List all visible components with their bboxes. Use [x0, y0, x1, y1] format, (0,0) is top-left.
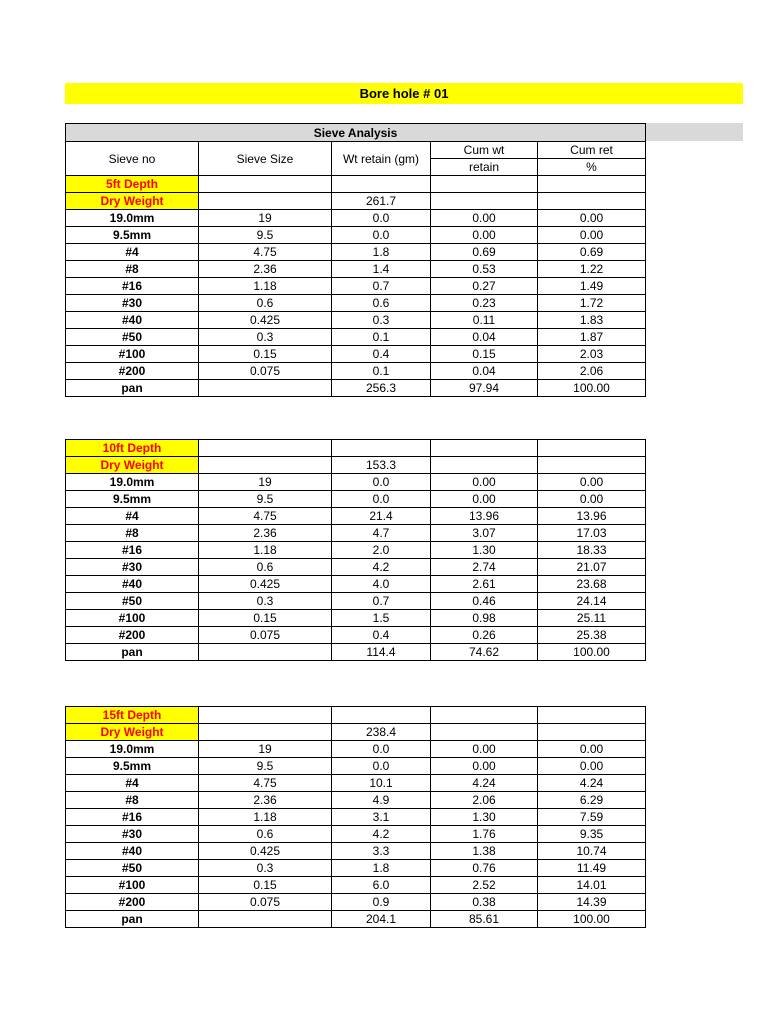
cum-ret-percent-cell: 25.11 — [538, 610, 646, 627]
table-row — [66, 380, 646, 397]
wt-retain-cell: 4.2 — [332, 826, 431, 843]
cum-wt-retain-cell: 0.53 — [431, 261, 538, 278]
sieve-no-cell: #4 — [66, 508, 199, 525]
empty-cell — [538, 440, 646, 457]
wt-retain-cell: 0.3 — [332, 312, 431, 329]
depth-row — [66, 707, 646, 724]
table-row — [66, 627, 646, 644]
empty-cell — [431, 440, 538, 457]
depth-label: 10ft Depth — [66, 440, 199, 457]
wt-retain-cell: 0.0 — [332, 210, 431, 227]
wt-retain-cell: 0.9 — [332, 894, 431, 911]
sieve-size-cell: 19 — [199, 741, 332, 758]
sieve-size-cell: 9.5 — [199, 758, 332, 775]
empty-cell — [199, 457, 332, 474]
table-row — [66, 775, 646, 792]
sieve-no-cell: #4 — [66, 244, 199, 261]
wt-retain-cell: 0.4 — [332, 627, 431, 644]
empty-cell — [431, 457, 538, 474]
sieve-no-cell: #50 — [66, 860, 199, 877]
table-row — [66, 610, 646, 627]
wt-retain-cell: 0.1 — [332, 329, 431, 346]
page-title: Bore hole # 01 — [65, 83, 743, 104]
cum-ret-percent-cell: 18.33 — [538, 542, 646, 559]
sieve-size-cell: 2.36 — [199, 792, 332, 809]
dry-weight-label: Dry Weight — [66, 193, 199, 210]
cum-wt-retain-cell: 4.24 — [431, 775, 538, 792]
sieve-size-cell: 9.5 — [199, 491, 332, 508]
sieve-size-cell: 1.18 — [199, 809, 332, 826]
cum-wt-retain-cell: 0.11 — [431, 312, 538, 329]
sieve-no-cell: #200 — [66, 627, 199, 644]
cum-wt-retain-cell: 2.52 — [431, 877, 538, 894]
wt-retain-cell: 3.3 — [332, 843, 431, 860]
empty-cell — [199, 707, 332, 724]
sieve-size-cell: 0.15 — [199, 877, 332, 894]
empty-cell — [431, 707, 538, 724]
cum-ret-percent-cell: 9.35 — [538, 826, 646, 843]
cum-wt-retain-cell: 13.96 — [431, 508, 538, 525]
table-row — [66, 474, 646, 491]
dry-weight-row — [66, 457, 646, 474]
cum-wt-retain-cell: 97.94 — [431, 380, 538, 397]
sieve-no-cell: #100 — [66, 610, 199, 627]
sieve-size-cell: 0.6 — [199, 559, 332, 576]
cum-ret-percent-cell: 1.83 — [538, 312, 646, 329]
sieve-no-cell: #50 — [66, 329, 199, 346]
depth-row — [66, 440, 646, 457]
sieve-size-cell — [199, 644, 332, 661]
sieve-table-5ft — [65, 123, 646, 397]
empty-cell — [538, 193, 646, 210]
depth-row — [66, 176, 646, 193]
empty-cell — [538, 176, 646, 193]
empty-cell — [431, 724, 538, 741]
cum-wt-retain-cell: 0.15 — [431, 346, 538, 363]
wt-retain-cell: 4.9 — [332, 792, 431, 809]
empty-cell — [332, 440, 431, 457]
sieve-no-cell: #200 — [66, 363, 199, 380]
table-row — [66, 210, 646, 227]
sieve-size-cell: 19 — [199, 474, 332, 491]
sieve-no-cell: #16 — [66, 278, 199, 295]
cum-wt-retain-cell: 0.98 — [431, 610, 538, 627]
cum-wt-retain-cell: 0.23 — [431, 295, 538, 312]
cum-ret-percent-cell: 0.00 — [538, 758, 646, 775]
sieve-no-cell: #100 — [66, 346, 199, 363]
table-row — [66, 295, 646, 312]
depth-label: 5ft Depth — [66, 176, 199, 193]
cum-ret-percent-cell: 1.49 — [538, 278, 646, 295]
sieve-no-cell: #16 — [66, 809, 199, 826]
dry-weight-value: 238.4 — [332, 724, 431, 741]
cum-wt-retain-cell: 2.74 — [431, 559, 538, 576]
cum-ret-percent-cell: 1.72 — [538, 295, 646, 312]
sieve-no-cell: #30 — [66, 295, 199, 312]
header-cum-wt: Cum wt — [431, 142, 538, 159]
empty-cell — [431, 193, 538, 210]
wt-retain-cell: 0.7 — [332, 593, 431, 610]
wt-retain-cell: 1.5 — [332, 610, 431, 627]
table-row — [66, 329, 646, 346]
table-row — [66, 559, 646, 576]
depth-label: 15ft Depth — [66, 707, 199, 724]
cum-wt-retain-cell: 0.27 — [431, 278, 538, 295]
cum-wt-retain-cell: 3.07 — [431, 525, 538, 542]
table-row — [66, 278, 646, 295]
header-cum-wt-retain: retain — [431, 159, 538, 176]
sieve-no-cell: 9.5mm — [66, 227, 199, 244]
cum-ret-percent-cell: 0.00 — [538, 474, 646, 491]
table-row — [66, 792, 646, 809]
cum-wt-retain-cell: 1.30 — [431, 809, 538, 826]
wt-retain-cell: 0.0 — [332, 474, 431, 491]
sieve-no-cell: #30 — [66, 559, 199, 576]
wt-retain-cell: 0.7 — [332, 278, 431, 295]
table-row — [66, 843, 646, 860]
sieve-size-cell: 0.075 — [199, 894, 332, 911]
sieve-size-cell: 0.3 — [199, 593, 332, 610]
wt-retain-cell: 6.0 — [332, 877, 431, 894]
cum-wt-retain-cell: 2.06 — [431, 792, 538, 809]
table-row — [66, 860, 646, 877]
dry-weight-value: 261.7 — [332, 193, 431, 210]
wt-retain-cell: 256.3 — [332, 380, 431, 397]
sieve-table-10ft — [65, 439, 646, 661]
cum-wt-retain-cell: 0.00 — [431, 474, 538, 491]
sieve-size-cell: 0.15 — [199, 610, 332, 627]
cum-wt-retain-cell: 0.38 — [431, 894, 538, 911]
cum-ret-percent-cell: 6.29 — [538, 792, 646, 809]
cum-wt-retain-cell: 1.38 — [431, 843, 538, 860]
cum-ret-percent-cell: 11.49 — [538, 860, 646, 877]
sieve-no-cell: pan — [66, 380, 199, 397]
table-row — [66, 227, 646, 244]
empty-cell — [199, 724, 332, 741]
cum-ret-percent-cell: 2.03 — [538, 346, 646, 363]
wt-retain-cell: 3.1 — [332, 809, 431, 826]
sieve-size-cell: 0.425 — [199, 843, 332, 860]
cum-ret-percent-cell: 14.39 — [538, 894, 646, 911]
sieve-size-cell: 1.18 — [199, 542, 332, 559]
sieve-size-cell: 0.3 — [199, 329, 332, 346]
sieve-size-cell: 4.75 — [199, 244, 332, 261]
sieve-size-cell: 0.075 — [199, 363, 332, 380]
table-row — [66, 542, 646, 559]
sieve-size-cell — [199, 911, 332, 928]
cum-ret-percent-cell: 17.03 — [538, 525, 646, 542]
empty-cell — [538, 707, 646, 724]
sieve-no-cell: #100 — [66, 877, 199, 894]
wt-retain-cell: 1.8 — [332, 860, 431, 877]
cum-ret-percent-cell: 0.00 — [538, 210, 646, 227]
wt-retain-cell: 0.0 — [332, 741, 431, 758]
sieve-size-cell: 9.5 — [199, 227, 332, 244]
table-row — [66, 508, 646, 525]
empty-cell — [199, 176, 332, 193]
cum-ret-percent-cell: 0.00 — [538, 741, 646, 758]
cum-wt-retain-cell: 0.00 — [431, 758, 538, 775]
cum-ret-percent-cell: 0.00 — [538, 491, 646, 508]
cum-ret-percent-cell: 0.00 — [538, 227, 646, 244]
sieve-table-15ft — [65, 706, 646, 928]
wt-retain-cell: 21.4 — [332, 508, 431, 525]
empty-cell — [431, 176, 538, 193]
table-row — [66, 261, 646, 278]
sieve-size-cell: 0.425 — [199, 576, 332, 593]
cum-wt-retain-cell: 0.04 — [431, 329, 538, 346]
wt-retain-cell: 0.0 — [332, 491, 431, 508]
wt-retain-cell: 1.8 — [332, 244, 431, 261]
header-sieve-size: Sieve Size — [199, 142, 332, 176]
wt-retain-cell: 0.0 — [332, 227, 431, 244]
wt-retain-cell: 204.1 — [332, 911, 431, 928]
sieve-no-cell: #8 — [66, 792, 199, 809]
dry-weight-label: Dry Weight — [66, 724, 199, 741]
cum-wt-retain-cell: 0.76 — [431, 860, 538, 877]
table-row — [66, 576, 646, 593]
empty-cell — [538, 724, 646, 741]
table-row — [66, 644, 646, 661]
sieve-no-cell: 19.0mm — [66, 741, 199, 758]
cum-ret-percent-cell: 100.00 — [538, 644, 646, 661]
sieve-no-cell: #4 — [66, 775, 199, 792]
table-row — [66, 809, 646, 826]
cum-ret-percent-cell: 25.38 — [538, 627, 646, 644]
wt-retain-cell: 0.1 — [332, 363, 431, 380]
cum-wt-retain-cell: 85.61 — [431, 911, 538, 928]
header-sieve-no: Sieve no — [66, 142, 199, 176]
wt-retain-cell: 10.1 — [332, 775, 431, 792]
sieve-size-cell: 2.36 — [199, 525, 332, 542]
empty-cell — [199, 193, 332, 210]
sieve-size-cell: 19 — [199, 210, 332, 227]
sieve-size-cell — [199, 380, 332, 397]
wt-retain-cell: 2.0 — [332, 542, 431, 559]
table-row — [66, 363, 646, 380]
sieve-no-cell: #8 — [66, 261, 199, 278]
cum-wt-retain-cell: 0.26 — [431, 627, 538, 644]
empty-cell — [199, 440, 332, 457]
dry-weight-row — [66, 193, 646, 210]
sieve-no-cell: #200 — [66, 894, 199, 911]
cum-ret-percent-cell: 13.96 — [538, 508, 646, 525]
table-row — [66, 826, 646, 843]
cum-wt-retain-cell: 0.00 — [431, 741, 538, 758]
cum-wt-retain-cell: 74.62 — [431, 644, 538, 661]
table-row — [66, 346, 646, 363]
table-row — [66, 758, 646, 775]
cum-wt-retain-cell: 1.30 — [431, 542, 538, 559]
sieve-size-cell: 0.3 — [199, 860, 332, 877]
cum-wt-retain-cell: 0.00 — [431, 210, 538, 227]
sieve-size-cell: 0.425 — [199, 312, 332, 329]
cum-ret-percent-cell: 23.68 — [538, 576, 646, 593]
cum-ret-percent-cell: 14.01 — [538, 877, 646, 894]
empty-cell — [332, 707, 431, 724]
sieve-size-cell: 0.15 — [199, 346, 332, 363]
cum-wt-retain-cell: 2.61 — [431, 576, 538, 593]
cum-ret-percent-cell: 24.14 — [538, 593, 646, 610]
empty-cell — [332, 176, 431, 193]
dry-weight-row — [66, 724, 646, 741]
table-row — [66, 244, 646, 261]
sieve-size-cell: 4.75 — [199, 508, 332, 525]
dry-weight-value: 153.3 — [332, 457, 431, 474]
table-row — [66, 525, 646, 542]
wt-retain-cell: 1.4 — [332, 261, 431, 278]
sieve-size-cell: 0.6 — [199, 826, 332, 843]
wt-retain-cell: 4.2 — [332, 559, 431, 576]
sieve-no-cell: #16 — [66, 542, 199, 559]
table-row — [66, 491, 646, 508]
wt-retain-cell: 114.4 — [332, 644, 431, 661]
wt-retain-cell: 4.7 — [332, 525, 431, 542]
table-row — [66, 894, 646, 911]
wt-retain-cell: 0.0 — [332, 758, 431, 775]
cum-wt-retain-cell: 0.04 — [431, 363, 538, 380]
cum-ret-percent-cell: 100.00 — [538, 380, 646, 397]
header-cum-ret: Cum ret — [538, 142, 646, 159]
empty-cell — [538, 457, 646, 474]
sieve-no-cell: #8 — [66, 525, 199, 542]
cum-ret-percent-cell: 10.74 — [538, 843, 646, 860]
sieve-no-cell: 19.0mm — [66, 210, 199, 227]
sieve-no-cell: 9.5mm — [66, 491, 199, 508]
cum-ret-percent-cell: 2.06 — [538, 363, 646, 380]
table-row — [66, 593, 646, 610]
wt-retain-cell: 4.0 — [332, 576, 431, 593]
sieve-no-cell: pan — [66, 911, 199, 928]
table-row — [66, 911, 646, 928]
cum-wt-retain-cell: 0.46 — [431, 593, 538, 610]
sieve-no-cell: pan — [66, 644, 199, 661]
sieve-no-cell: #50 — [66, 593, 199, 610]
cum-ret-percent-cell: 7.59 — [538, 809, 646, 826]
cum-ret-percent-cell: 21.07 — [538, 559, 646, 576]
sieve-size-cell: 1.18 — [199, 278, 332, 295]
sieve-no-cell: #30 — [66, 826, 199, 843]
analysis-title: Sieve Analysis — [66, 124, 646, 142]
sieve-size-cell: 4.75 — [199, 775, 332, 792]
sieve-no-cell: #40 — [66, 576, 199, 593]
cum-ret-percent-cell: 1.87 — [538, 329, 646, 346]
sieve-no-cell: #40 — [66, 312, 199, 329]
sieve-no-cell: #40 — [66, 843, 199, 860]
header-cum-ret-percent: % — [538, 159, 646, 176]
sieve-no-cell: 19.0mm — [66, 474, 199, 491]
cum-wt-retain-cell: 0.00 — [431, 491, 538, 508]
sieve-size-cell: 2.36 — [199, 261, 332, 278]
cum-wt-retain-cell: 1.76 — [431, 826, 538, 843]
cum-ret-percent-cell: 4.24 — [538, 775, 646, 792]
sieve-size-cell: 0.075 — [199, 627, 332, 644]
table-row — [66, 741, 646, 758]
sieve-size-cell: 0.6 — [199, 295, 332, 312]
cum-ret-percent-cell: 1.22 — [538, 261, 646, 278]
header-wt-retain: Wt retain (gm) — [332, 142, 431, 176]
table-row — [66, 877, 646, 894]
cum-ret-percent-cell: 100.00 — [538, 911, 646, 928]
sieve-no-cell: 9.5mm — [66, 758, 199, 775]
table-row — [66, 312, 646, 329]
dry-weight-label: Dry Weight — [66, 457, 199, 474]
cum-wt-retain-cell: 0.00 — [431, 227, 538, 244]
wt-retain-cell: 0.4 — [332, 346, 431, 363]
cum-wt-retain-cell: 0.69 — [431, 244, 538, 261]
wt-retain-cell: 0.6 — [332, 295, 431, 312]
cum-ret-percent-cell: 0.69 — [538, 244, 646, 261]
